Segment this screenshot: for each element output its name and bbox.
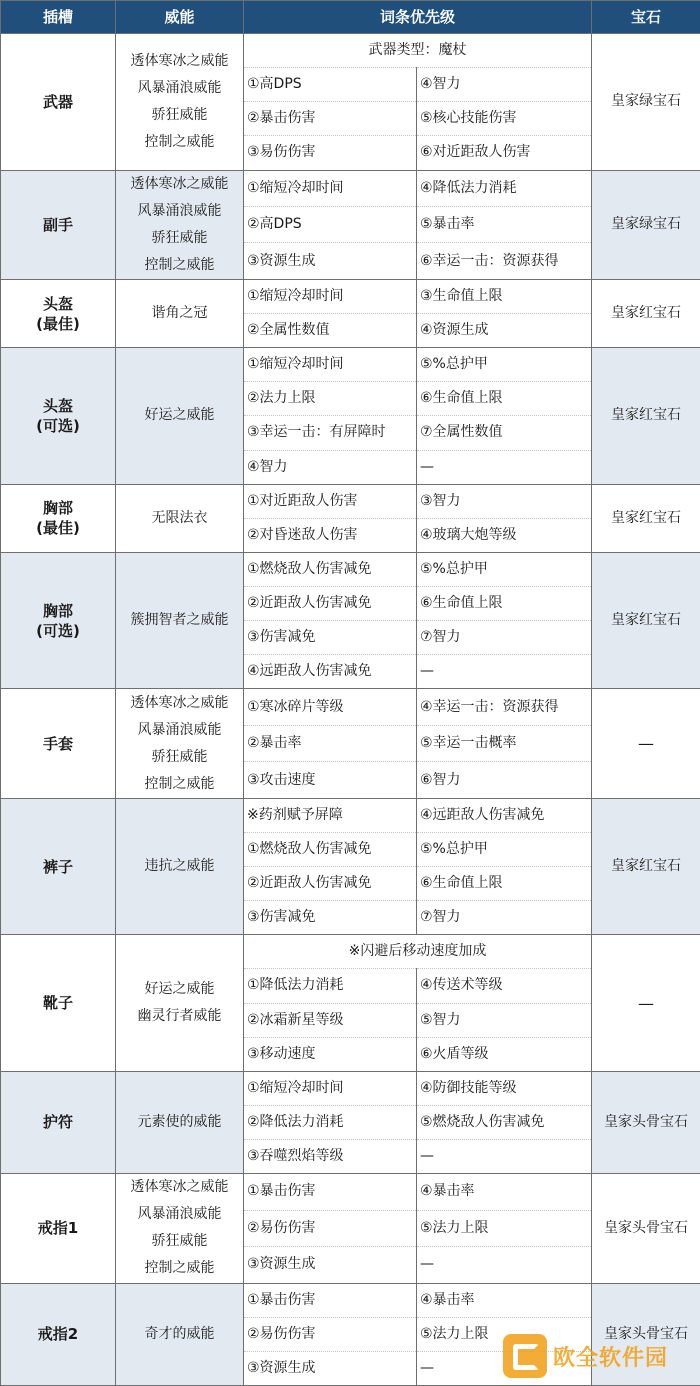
affix-item: ②对昏迷敌人伤害	[244, 518, 417, 552]
affix-item: ④暴击率	[417, 1174, 592, 1210]
slot-cell	[1, 552, 116, 689]
gem-cell: 皇家红宝石	[592, 798, 700, 935]
power-item: 透体寒冰之威能	[130, 694, 229, 711]
slot-label: 护符	[42, 1113, 73, 1132]
slot-cell	[1, 170, 116, 279]
table-row	[1, 1283, 700, 1317]
power-item: 无限法衣	[151, 509, 208, 526]
header-slot: 插槽	[1, 1, 116, 34]
slot-cell	[1, 1283, 116, 1386]
slot-label: (最佳)	[36, 314, 80, 333]
slot-label: 胸部	[42, 601, 73, 620]
table-row	[1, 1071, 700, 1105]
affix-item: ⑥幸运一击：资源获得	[417, 243, 592, 279]
power-item: 控制之威能	[144, 1260, 215, 1277]
slot-label: 戒指2	[37, 1325, 79, 1344]
affix-item: ③智力	[417, 484, 592, 518]
gem-cell: 皇家绿宝石	[592, 170, 700, 279]
slot-cell	[1, 279, 116, 347]
affix-item: ②高DPS	[244, 206, 417, 242]
slot-label: 副手	[42, 215, 73, 234]
gem-cell: 皇家红宝石	[592, 279, 700, 347]
affix-item: ⑤法力上限	[417, 1317, 592, 1351]
watermark-text: 欧全软件园	[553, 1345, 669, 1371]
table-row	[1, 552, 700, 586]
affix-item: —	[417, 1351, 592, 1385]
power-cell	[116, 348, 244, 485]
power-item: 透体寒冰之威能	[130, 175, 229, 192]
table-row	[1, 279, 700, 313]
affix-item: ②暴击伤害	[244, 102, 417, 136]
power-cell	[116, 170, 244, 279]
power-item: 风暴涌浪威能	[137, 721, 222, 738]
affix-note: ※闪避后移动速度加成	[244, 935, 592, 969]
affix-item: ⑤%总护甲	[417, 832, 592, 866]
header-power: 威能	[116, 1, 244, 34]
gem-cell: 皇家绿宝石	[592, 34, 700, 171]
affix-item: ⑤幸运一击概率	[417, 725, 592, 761]
power-cell	[116, 1283, 244, 1386]
table-row	[1, 1174, 700, 1210]
header-row	[1, 1, 700, 34]
slot-label: (可选)	[36, 621, 80, 640]
gem-cell: —	[592, 935, 700, 1072]
affix-item: ③资源生成	[244, 1351, 417, 1385]
affix-item: ※药剂赋予屏障	[244, 798, 417, 832]
affix-item: ②近距敌人伤害减免	[244, 587, 417, 621]
power-item: 控制之威能	[144, 133, 215, 150]
affix-item: ⑥生命值上限	[417, 587, 592, 621]
gem-cell: 皇家红宝石	[592, 484, 700, 552]
affix-item: ⑤暴击率	[417, 206, 592, 242]
affix-item: ⑥智力	[417, 762, 592, 798]
table-body	[1, 34, 700, 1386]
slot-label: (可选)	[36, 416, 80, 435]
affix-item: ⑦智力	[417, 901, 592, 935]
affix-item: ①寒冰碎片等级	[244, 689, 417, 725]
affix-item: —	[417, 1140, 592, 1174]
slot-label: (最佳)	[36, 519, 80, 538]
affix-item: ②近距敌人伤害减免	[244, 867, 417, 901]
power-item: 透体寒冰之威能	[130, 1179, 229, 1196]
affix-item: ③易伤伤害	[244, 136, 417, 170]
affix-item: ①缩短冷却时间	[244, 279, 417, 313]
power-item: 透体寒冰之威能	[130, 52, 229, 69]
power-item: 风暴涌浪威能	[137, 79, 222, 96]
power-cell	[116, 935, 244, 1072]
affix-item: ①缩短冷却时间	[244, 170, 417, 206]
affix-item: ⑥火盾等级	[417, 1037, 592, 1071]
power-item: 簇拥智者之威能	[130, 612, 229, 629]
affix-item: ④智力	[417, 68, 592, 102]
slot-cell	[1, 935, 116, 1072]
power-item: 幽灵行者威能	[137, 1008, 222, 1024]
affix-item: ①降低法力消耗	[244, 969, 417, 1003]
power-cell	[116, 552, 244, 689]
power-cell	[116, 484, 244, 552]
table-row	[1, 34, 700, 68]
affix-item: ④防御技能等级	[417, 1071, 592, 1105]
affix-item: ②冰霜新星等级	[244, 1003, 417, 1037]
affix-item: ③幸运一击：有屏障时	[244, 416, 417, 450]
affix-item: ④资源生成	[417, 314, 592, 348]
table-row	[1, 798, 700, 832]
affix-item: ③吞噬烈焰等级	[244, 1140, 417, 1174]
affix-item: ⑦全属性数值	[417, 416, 592, 450]
power-item: 违抗之威能	[144, 858, 215, 874]
power-cell	[116, 1071, 244, 1173]
affix-item: ②法力上限	[244, 382, 417, 416]
gem-cell: 皇家头骨宝石	[592, 1174, 700, 1283]
affix-item: ⑥生命值上限	[417, 867, 592, 901]
affix-item: ④远距敌人伤害减免	[417, 798, 592, 832]
power-item: 骄狂威能	[151, 1233, 208, 1250]
power-item: 控制之威能	[144, 256, 215, 273]
affix-item: ⑥对近距敌人伤害	[417, 136, 592, 170]
power-item: 骄狂威能	[151, 106, 208, 123]
slot-cell	[1, 1174, 116, 1283]
affix-item: ①对近距敌人伤害	[244, 484, 417, 518]
affix-item: ①燃烧敌人伤害减免	[244, 832, 417, 866]
affix-item: ⑥生命值上限	[417, 382, 592, 416]
power-cell	[116, 1174, 244, 1283]
slot-label: 武器	[42, 92, 73, 111]
affix-item: ①暴击伤害	[244, 1174, 417, 1210]
power-cell	[116, 34, 244, 171]
slot-label: 头盔	[42, 396, 73, 415]
affix-item: ④降低法力消耗	[417, 170, 592, 206]
affix-item: ④幸运一击：资源获得	[417, 689, 592, 725]
power-cell	[116, 689, 244, 798]
affix-item: ②全属性数值	[244, 314, 417, 348]
affix-item: ③资源生成	[244, 1247, 417, 1283]
slot-label: 手套	[42, 734, 73, 753]
affix-item: ①高DPS	[244, 68, 417, 102]
table-row	[1, 484, 700, 518]
slot-cell	[1, 484, 116, 552]
affix-item: ①暴击伤害	[244, 1283, 417, 1317]
affix-item: ①燃烧敌人伤害减免	[244, 552, 417, 586]
table-row	[1, 170, 700, 206]
affix-item: —	[417, 450, 592, 484]
power-item: 风暴涌浪威能	[137, 1206, 222, 1223]
affix-item: ⑤燃烧敌人伤害减免	[417, 1105, 592, 1139]
affix-item: ④远距敌人伤害减免	[244, 655, 417, 689]
slot-cell	[1, 798, 116, 935]
affix-item: ③移动速度	[244, 1037, 417, 1071]
gem-cell: 皇家红宝石	[592, 348, 700, 485]
affix-item: ③生命值上限	[417, 279, 592, 313]
affix-item: ③伤害减免	[244, 621, 417, 655]
affix-item: ④智力	[244, 450, 417, 484]
slot-cell	[1, 348, 116, 485]
slot-label: 靴子	[42, 994, 73, 1012]
affix-item: ②易伤伤害	[244, 1317, 417, 1351]
power-cell	[116, 798, 244, 935]
affix-item: ⑤智力	[417, 1003, 592, 1037]
gem-cell: —	[592, 689, 700, 798]
gem-cell: 皇家头骨宝石	[592, 1071, 700, 1173]
affix-item: —	[417, 1247, 592, 1283]
power-item: 谐角之冠	[151, 305, 208, 321]
affix-item: ②暴击率	[244, 725, 417, 761]
affix-item: ④暴击率	[417, 1283, 592, 1317]
header-affix-priority: 词条优先级	[244, 1, 592, 34]
power-item: 风暴涌浪威能	[137, 202, 222, 219]
power-item: 元素使的威能	[137, 1113, 222, 1130]
affix-item: —	[417, 655, 592, 689]
affix-item: ⑤核心技能伤害	[417, 102, 592, 136]
affix-item: ①缩短冷却时间	[244, 348, 417, 382]
power-item: 骄狂威能	[151, 748, 208, 765]
power-item: 奇才的威能	[144, 1325, 215, 1342]
affix-item: ③伤害减免	[244, 901, 417, 935]
affix-item: ④玻璃大炮等级	[417, 518, 592, 552]
table-row	[1, 689, 700, 725]
slot-label: 裤子	[42, 857, 73, 876]
power-item: 好运之威能	[144, 981, 215, 997]
power-item: 好运之威能	[144, 407, 215, 424]
affix-item: ③资源生成	[244, 243, 417, 279]
table-row	[1, 935, 700, 969]
slot-cell	[1, 1071, 116, 1173]
affix-item: ②易伤伤害	[244, 1210, 417, 1246]
affix-item: ④传送术等级	[417, 969, 592, 1003]
affix-item: ⑤%总护甲	[417, 348, 592, 382]
slot-label: 头盔	[42, 294, 73, 313]
slot-label: 胸部	[42, 499, 73, 518]
slot-cell	[1, 689, 116, 798]
gem-cell: 皇家头骨宝石	[592, 1283, 700, 1386]
affix-item: ⑤法力上限	[417, 1210, 592, 1246]
affix-item: ⑤%总护甲	[417, 552, 592, 586]
affix-item: ①缩短冷却时间	[244, 1071, 417, 1105]
header-gem: 宝石	[592, 1, 700, 34]
power-item: 骄狂威能	[151, 229, 208, 246]
affix-item: ②降低法力消耗	[244, 1105, 417, 1139]
affix-item: ③攻击速度	[244, 762, 417, 798]
slot-label: 戒指1	[37, 1219, 79, 1238]
affix-item: ⑦智力	[417, 621, 592, 655]
gem-cell: 皇家红宝石	[592, 552, 700, 689]
slot-cell	[1, 34, 116, 171]
affix-note: 武器类型：魔杖	[244, 34, 592, 68]
table-row	[1, 348, 700, 382]
power-cell	[116, 279, 244, 347]
power-item: 控制之威能	[144, 775, 215, 792]
